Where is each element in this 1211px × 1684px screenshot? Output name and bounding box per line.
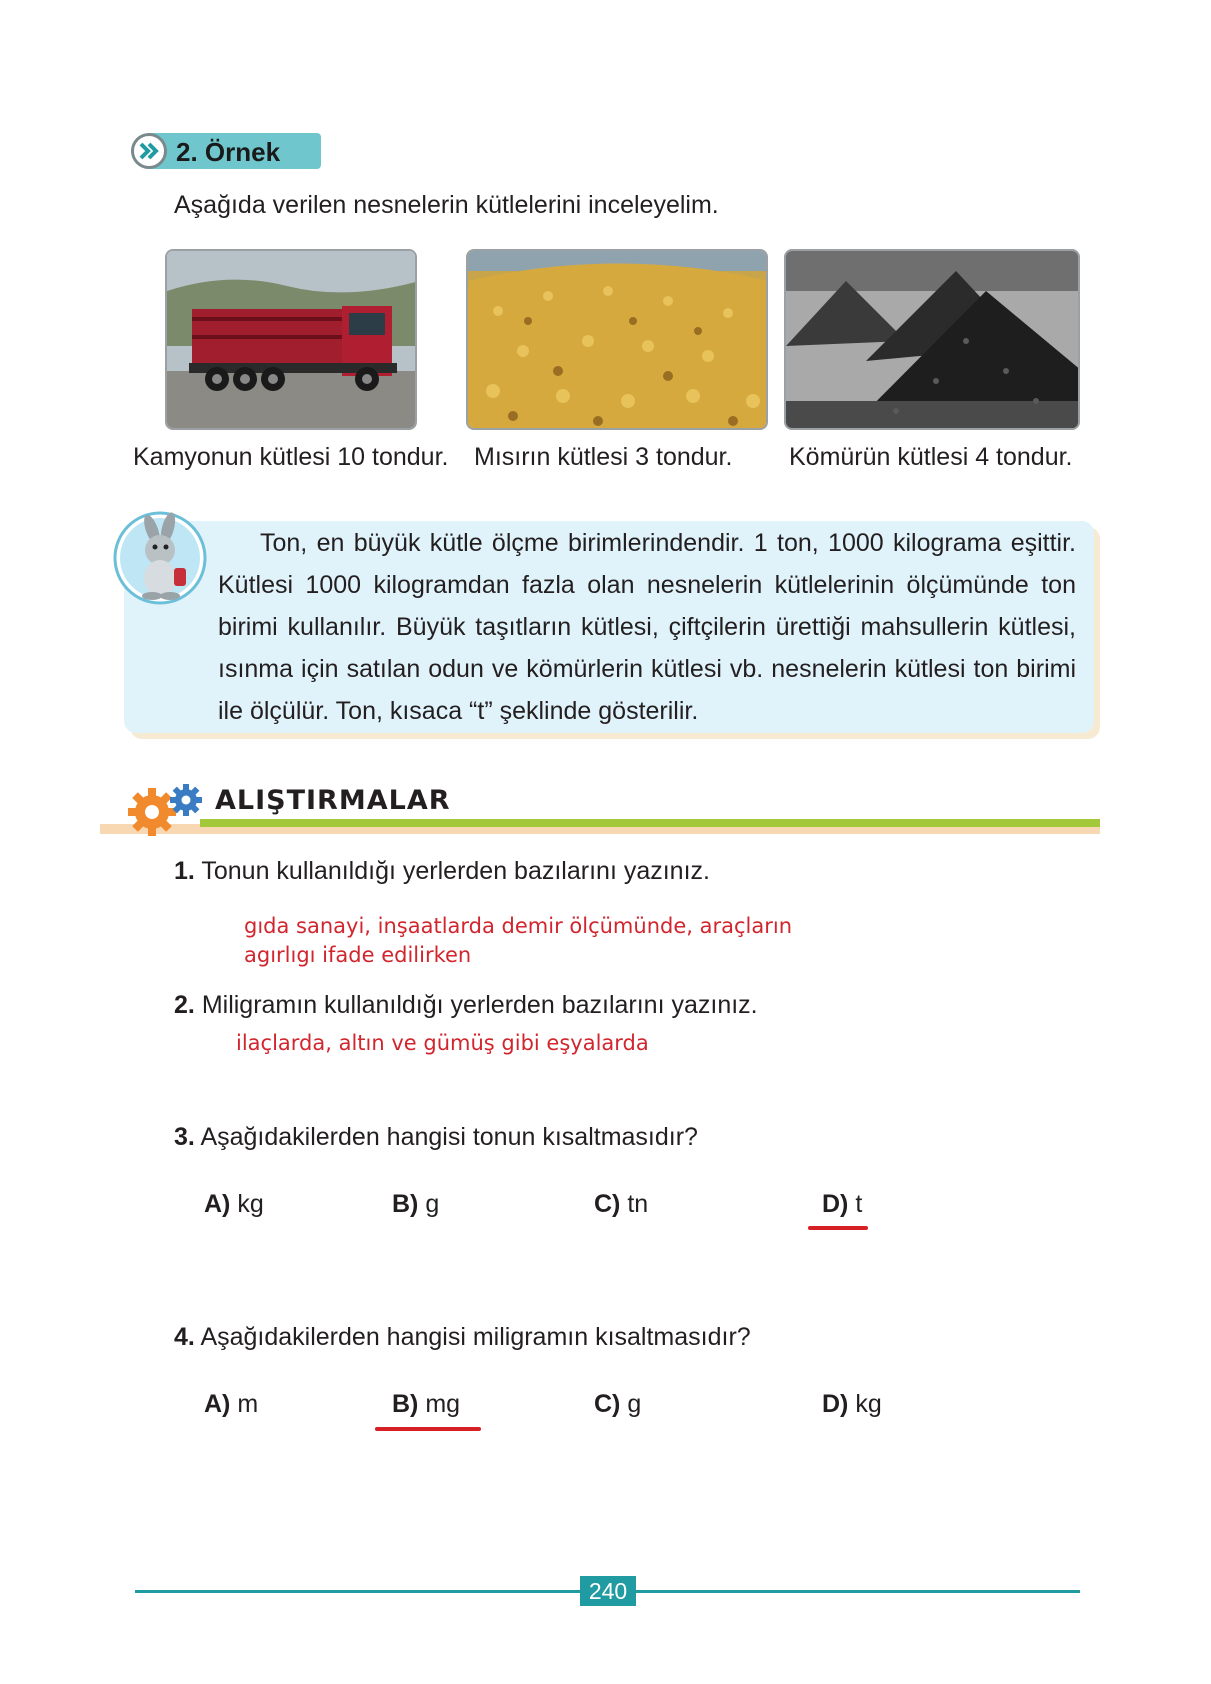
option-value: kg <box>237 1190 264 1218</box>
q4-option-b[interactable] <box>392 1390 460 1419</box>
option-value: tn <box>627 1190 649 1218</box>
gear-icon <box>128 784 208 836</box>
option-letter: C) <box>594 1190 621 1218</box>
option-letter: C) <box>594 1390 621 1418</box>
q3-option-b[interactable] <box>392 1190 439 1219</box>
question-text: Miligramın kullanıldığı yerlerden bazılarını yazınız. <box>201 991 758 1019</box>
question-number: 2. <box>174 991 195 1019</box>
info-text: Ton, en büyük kütle ölçme birimlerindendir. 1 ton, 1000 kilograma eşittir. Kütlesi 1000 kilogramdan fazla olan nesnelerin kütlelerinin ölçümünde ton birimi kullanılır. Büyük taşıtların kütlesi, çiftçilerin ürettiği mahsullerin kütlesi, ısınma için satılan odun ve kömürlerin kütlesi vb. nesnelerin kütlesi ton birimi ile ölçülür. Ton, kısaca “t” şeklinde gösterilir. <box>218 529 1076 725</box>
question-number: 4. <box>174 1323 195 1351</box>
option-letter: D) <box>822 1390 849 1418</box>
question-text: Aşağıdakilerden hangisi tonun kısaltmasıdır? <box>200 1123 698 1151</box>
q3-option-a[interactable] <box>204 1190 264 1219</box>
option-letter: A) <box>204 1190 231 1218</box>
option-value: t <box>855 1190 863 1218</box>
corn-caption: Mısırın kütlesi 3 tondur. <box>474 443 733 471</box>
coal-caption: Kömürün kütlesi 4 tondur. <box>789 443 1073 471</box>
question-3 <box>174 1123 698 1152</box>
question-text: Aşağıdakilerden hangisi miligramın kısaltmasıdır? <box>200 1323 751 1351</box>
corn-image <box>466 249 768 430</box>
q4-option-d[interactable] <box>822 1390 882 1419</box>
option-value: g <box>627 1390 642 1418</box>
option-value: g <box>425 1190 440 1218</box>
q3-option-c[interactable] <box>594 1190 648 1219</box>
q3-option-d[interactable] <box>822 1190 862 1219</box>
intro-text: Aşağıda verilen nesnelerin kütlelerini inceleyelim. <box>174 191 719 219</box>
option-letter: B) <box>392 1390 419 1418</box>
question-number: 1. <box>174 857 195 885</box>
page-number: 240 <box>580 1576 636 1606</box>
q3-answer-underline <box>808 1226 868 1230</box>
question-number: 3. <box>174 1123 195 1151</box>
q4-answer-underline <box>375 1427 481 1431</box>
option-letter: A) <box>204 1390 231 1418</box>
question-1 <box>174 857 710 886</box>
question-text: Tonun kullanıldığı yerlerden bazılarını yazınız. <box>201 857 710 885</box>
example-badge <box>131 133 321 169</box>
q4-option-c[interactable] <box>594 1390 641 1419</box>
option-letter: D) <box>822 1190 849 1218</box>
truck-caption: Kamyonun kütlesi 10 tondur. <box>133 443 449 471</box>
coal-image <box>784 249 1080 430</box>
double-chevron-icon <box>131 133 167 169</box>
truck-image <box>165 249 417 430</box>
answer-2-line-1: ilaçlarda, altın ve gümüş gibi eşyalarda <box>236 1031 649 1055</box>
example-title: 2. Örnek <box>176 137 281 167</box>
option-value: m <box>237 1390 259 1418</box>
question-2 <box>174 991 758 1020</box>
answer-1-line-2: agırlıgı ifade edilirken <box>244 943 472 967</box>
answer-1-line-1: gıda sanayi, inşaatlarda demir ölçümünde, araçların <box>244 914 792 938</box>
q4-option-a[interactable] <box>204 1390 258 1419</box>
option-value: kg <box>855 1390 882 1418</box>
exercises-title: ALIŞTIRMALAR <box>215 785 451 816</box>
option-value: mg <box>425 1390 461 1418</box>
question-4 <box>174 1323 751 1352</box>
option-letter: B) <box>392 1190 419 1218</box>
rabbit-mascot-icon <box>112 510 208 606</box>
